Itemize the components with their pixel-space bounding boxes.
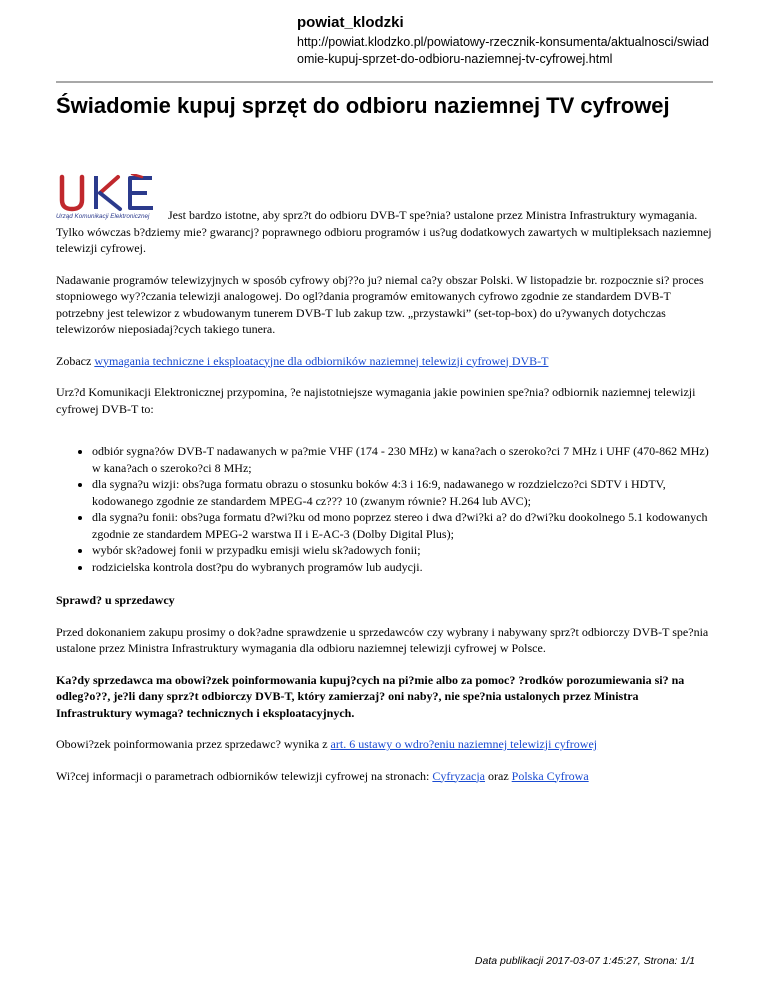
article-title: Świadomie kupuj sprzęt do odbioru naziemnej TV cyfrowej (56, 93, 670, 118)
uke-logo-graphic (56, 174, 164, 220)
site-name: powiat_klodzki (297, 14, 404, 31)
uke-logo (56, 174, 164, 220)
requirements-link[interactable]: wymagania techniczne i eksploatacyjne dla odbiorników naziemnej telewizji cyfrowej DVB-T (94, 353, 549, 368)
article-body (56, 174, 713, 799)
paragraph-intro: Jest bardzo istotne, aby sprz?t do odbioru DVB-T spe?nia? ustalone przez Ministra Infrastruktury wymagania. Tylko wówczas b?dziemy mie? gwarancj? poprawnego odbioru programów i us?ug dodatkowych zawartych w multipleksach naziemnej telewizji cyfrowej. (56, 208, 712, 255)
paragraph-requirements-link (56, 353, 713, 370)
uke-logo-caption: Urząd Komunikacji Elektronicznej (56, 213, 150, 220)
list-item: • rodzicielska kontrola dost?pu do wybranych programów lub audycji. (92, 559, 713, 576)
list-item: • odbiór sygna?ów DVB-T nadawanych w pa?mie VHF (174 - 230 MHz) w kana?ach o szeroko?ci 7 MHz i UHF (470-862 MHz) w kana?ach o szeroko?ci 8 MHz; (92, 443, 713, 476)
requirements-list (56, 443, 713, 575)
source-url: http://powiat.klodzko.pl/powiatowy-rzecznik-konsumenta/aktualnosci/swiadomie-kupuj-sprzet-do-odbioru-naziemnej-tv-cyfrowej.html (297, 35, 709, 66)
polska-cyfrowa-link[interactable]: Polska Cyfrowa (511, 768, 589, 783)
header-divider (56, 81, 713, 83)
paragraph-before-purchase: Przed dokonaniem zakupu prosimy o dok?adne sprawdzenie u sprzedawców czy wybrany i nabywany sprz?t odbiorczy DVB-T spe?nia ustalone przez Ministra Infrastruktury wymagania dla odbioru naziemnej telewizji cyfrowej w Polsce. (56, 624, 709, 655)
text-obligation: Obowi?zek poinformowania przez sprzedawc? wynika z (56, 737, 331, 751)
paragraph-seller-obligation: Ka?dy sprzedawca ma obowi?zek poinformowania kupuj?cych na pi?mie albo za pomoc? ?rodków porozumiewania si? na odleg?o??, je?li dany sprz?t odbiorczy DVB-T, który zamierzaj? oni naby?, nie spe?nia ustalonych przez Ministra Infrastruktury wymaga? technicznych i eksploatacyjnych. (56, 672, 685, 720)
list-item: • wybór sk?adowej fonii w przypadku emisji wielu sk?adowych fonii; (92, 542, 713, 559)
law-article-link[interactable]: art. 6 ustawy o wdro?eniu naziemnej telewizji cyfrowej (330, 737, 598, 751)
paragraph-uke-reminder: Urz?d Komunikacji Elektronicznej przypomina, ?e najistotniejsze wymagania jakie powinien spe?nia? odbiornik naziemnej telewizji cyfrowej DVB-T to: (56, 385, 696, 416)
list-item: • dla sygna?u wizji: obs?uga formatu obrazu o stosunku boków 4:3 i 16:9, nadawanego w rozdzielczo?ci SDTV i HDTV, kodowanego zgodnie ze standardem MPEG-4 cz??? 10 (zwanym równie? H.264 lub AVC); (92, 476, 713, 509)
publication-footer: Data publikacji 2017-03-07 1:45:27, Strona: 1/1 (474, 955, 695, 967)
paragraph-obligation-source (56, 736, 713, 753)
text-see: Zobacz (56, 353, 95, 368)
text-more-info: Wi?cej informacji o parametrach odbiorników telewizji cyfrowej na stronach: (56, 768, 433, 783)
list-item: • dla sygna?u fonii: obs?uga formatu d?wi?ku od mono poprzez stereo i dwa d?wi?ki a? do d?wi?ku dookolnego 5.1 kodowanych zgodnie ze standardem MPEG-2 warstwa II i E-AC-3 (Dolby Digital Plus); (92, 509, 713, 542)
paragraph-more-info (56, 768, 713, 785)
cyfryzacja-link[interactable]: Cyfryzacja (432, 768, 486, 783)
text-and: oraz (485, 768, 512, 783)
document-header (297, 14, 717, 67)
section-heading-check-seller: Sprawd? u sprzedawcy (56, 593, 175, 607)
paragraph-broadcast: Nadawanie programów telewizyjnych w sposób cyfrowy obj??o ju? niemal ca?y obszar Polski. W listopadzie br. rozpocznie si? proces stopniowego wy??czania telewizji analogowej. Do ogl?dania programów emitowanych cyfrowo zgodnie ze standardem DVB-T potrzebny jest telewizor z wbudowanym tunerem DVB-T lub zakup tzw. „przystawki” (set-top-box) do u?ywanych dotychczas telewizorów nieposiadaj?cych takiego tunera. (56, 272, 704, 336)
